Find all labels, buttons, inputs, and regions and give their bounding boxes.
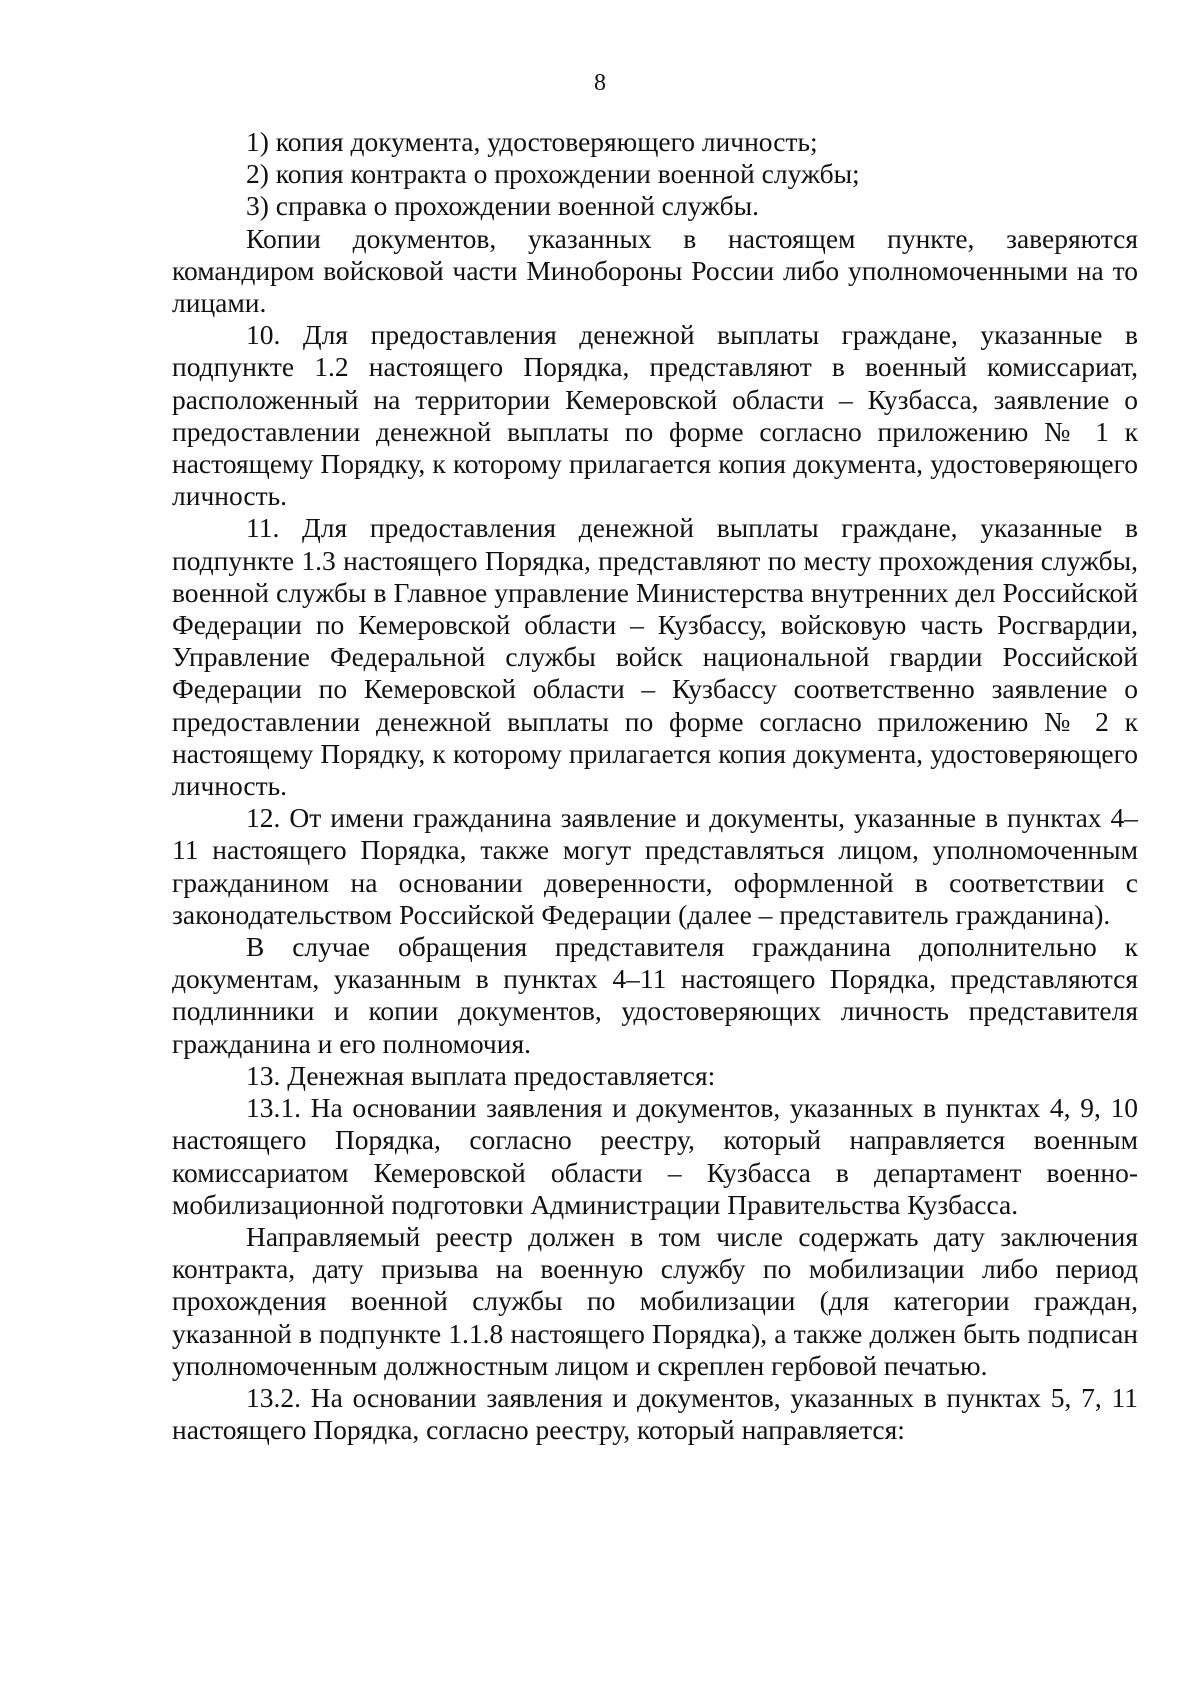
paragraph-copies-certification: Копии документов, указанных в настоящем пункте, заверяются командиром войсковой части Минобороны России либо уполномоченными на то лицами.	[172, 222, 1138, 319]
paragraph-item-2: 2) копия контракта о прохождении военной службы;	[246, 158, 860, 190]
paragraph-11: 11. Для предоставления денежной выплаты граждане, указанные в подпункте 1.3 настоящего Порядка, представляют по месту прохождения службы, военной службы в Главное управление Министерства внутренних дел Российской Федерации по Кемеровской области – Кузбассу, войсковую часть Росгвардии, Управление Федеральной службы войск национальной гвардии Российской Федерации по Кемеровской области – Кузбассу соответственно заявление о предоставлении денежной выплаты по форме согласно приложению № 2 к настоящему Порядку, к которому прилагается копия документа, удостоверяющего личность.	[172, 512, 1138, 802]
paragraph-10: 10. Для предоставления денежной выплаты граждане, указанные в подпункте 1.2 настоящего Порядка, представляют в военный комиссариат, расположенный на территории Кемеровской области – Кузбасса, заявление о предоставлении денежной выплаты по форме согласно приложению № 1 к настоящему Порядку, к которому прилагается копия документа, удостоверяющего личность.	[172, 319, 1138, 512]
paragraph-13-2: 13.2. На основании заявления и документов, указанных в пунктах 5, 7, 11 настоящего Порядка, согласно реестру, который направляется:	[172, 1381, 1138, 1446]
paragraph-item-3: 3) справка о прохождении военной службы.	[246, 190, 759, 222]
paragraph-13-1: 13.1. На основании заявления и документов, указанных в пунктах 4, 9, 10 настоящего Порядка, согласно реестру, который направляется военным комиссариатом Кемеровской области – Кузбасса в департамент военно-мобилизационной подготовки Администрации Правительства Кузбасса.	[172, 1092, 1138, 1220]
paragraph-13: 13. Денежная выплата предоставляется:	[246, 1059, 716, 1091]
paragraph-registry: Направляемый реестр должен в том числе содержать дату заключения контракта, дату призыва на военную службу по мобилизации либо период прохождения военной службы по мобилизации (для категории граждан, указанной в подпункте 1.1.8 настоящего Порядка), а также должен быть подписан уполномоченным должностным лицом и скреплен гербовой печатью.	[172, 1220, 1138, 1381]
paragraph-representative: В случае обращения представителя гражданина дополнительно к документам, указанным в пунктах 4–11 настоящего Порядка, представляются подлинники и копии документов, удостоверяющих личность представителя гражданина и его полномочия.	[172, 931, 1138, 1059]
paragraph-12: 12. От имени гражданина заявление и документы, указанные в пунктах 4–11 настоящего Порядка, также могут представляться лицом, уполномоченным гражданином на основании доверенности, оформленной в соответствии с законодательством Российской Федерации (далее – представитель гражданина).	[172, 802, 1138, 930]
page-number: 8	[594, 70, 606, 96]
document-body	[172, 126, 1138, 1446]
paragraph-item-1: 1) копия документа, удостоверяющего личность;	[246, 126, 818, 157]
